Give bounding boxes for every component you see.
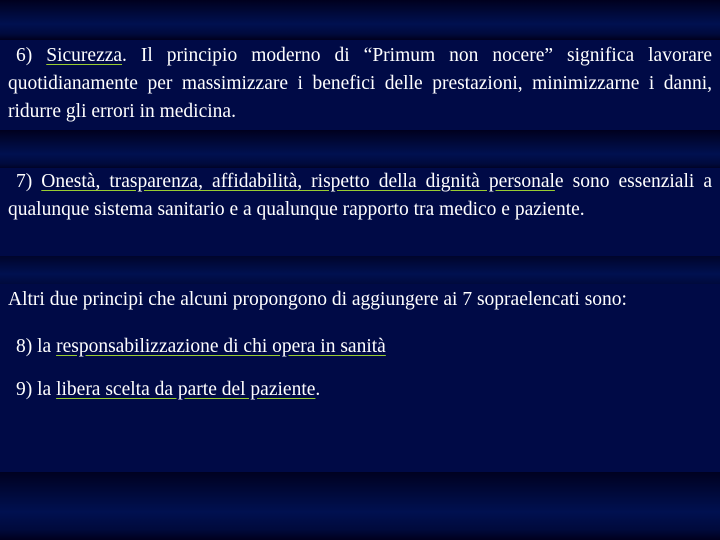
principle-8-number: 8) la [16,336,52,357]
principle-9-number: 9) la [16,379,52,400]
principle-8-title: responsabilizzazione di chi opera in sanità [56,336,386,357]
principle-7-number: 7) [16,171,33,192]
background-band-middle [0,130,720,170]
principle-9 [8,376,712,404]
principle-9-title: libera scelta da parte del paziente [56,379,316,400]
principle-7-box [0,168,720,256]
principle-7-body: e sono essenziali a qualunque sistema sanitario e a qualunque rapporto tra medico e paziente. [8,171,712,220]
background-band-bottom [0,470,720,540]
principle-6-body: . Il principio moderno di “Primum non nocere” significa lavorare quotidianamente per massimizzare i benefici delle prestazioni, minimizzarne i danni, ridurre gli errori in medicina. [8,45,712,122]
additional-principles-box [0,284,720,472]
principle-6-text [8,42,712,126]
principle-7-title: Onestà, trasparenza, affidabilità, rispetto della dignità personal [41,171,555,192]
principle-9-period: . [315,379,321,400]
principle-6-box [0,40,720,130]
background-band-top [0,0,720,40]
principle-7-text [8,168,712,224]
principle-8 [8,333,712,361]
principle-6-number: 6) [16,45,33,66]
additional-principles-intro: Altri due principi che alcuni propongono di aggiungere ai 7 sopraelencati sono: [8,289,627,310]
principle-6-title: Sicurezza [46,45,123,66]
